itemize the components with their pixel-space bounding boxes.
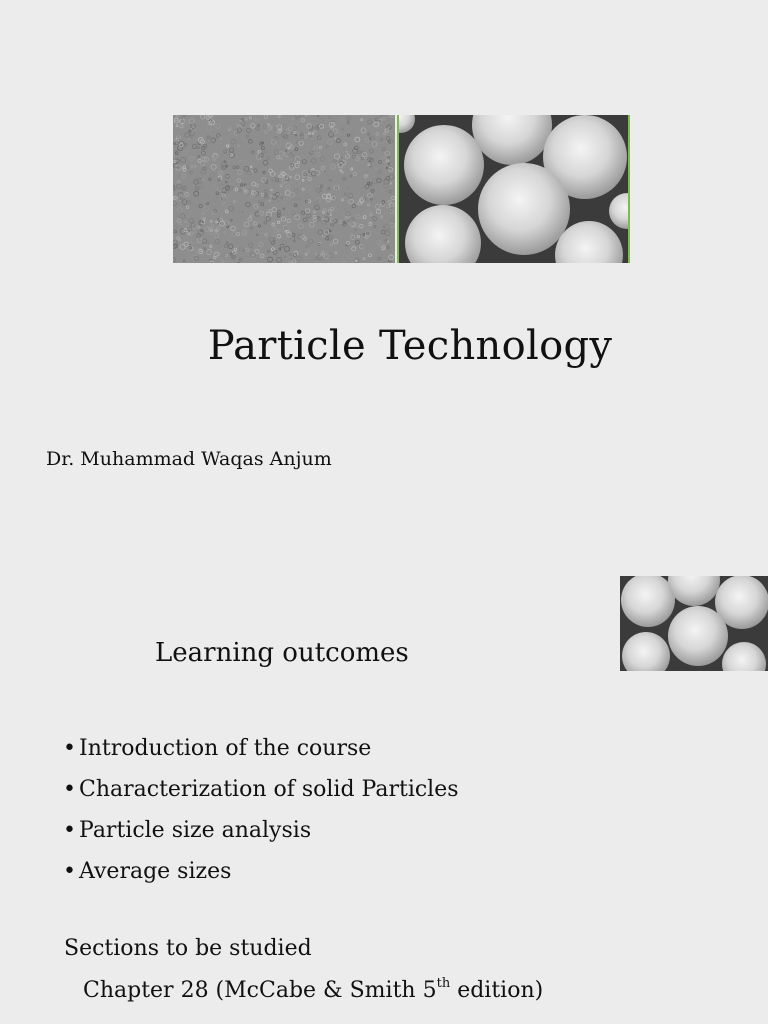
list-item — [63, 815, 459, 856]
bullet-icon: • — [63, 859, 76, 884]
chapter-reference — [83, 978, 543, 1003]
packed-spheres-thumbnail — [620, 576, 768, 671]
outcome-text: Characterization of solid Particles — [79, 777, 459, 802]
packed-spheres-image — [397, 115, 630, 263]
bullet-icon: • — [63, 736, 76, 761]
outcome-text: Introduction of the course — [79, 736, 372, 761]
outcome-text: Average sizes — [79, 859, 232, 884]
sections-heading: Sections to be studied — [64, 936, 312, 961]
learning-outcomes-heading: Learning outcomes — [155, 638, 409, 668]
list-item — [63, 733, 459, 774]
chapter-superscript: th — [436, 976, 451, 991]
chapter-prefix: Chapter 28 (McCabe & Smith 5 — [83, 978, 437, 1003]
list-item — [63, 856, 459, 897]
author-name: Dr. Muhammad Waqas Anjum — [46, 448, 332, 470]
outcome-text: Particle size analysis — [79, 818, 312, 843]
bullet-icon: • — [63, 818, 76, 843]
particle-micrograph-image — [173, 115, 395, 263]
list-item — [63, 774, 459, 815]
learning-outcomes-list — [63, 733, 459, 897]
bullet-icon: • — [63, 777, 76, 802]
chapter-suffix: edition) — [450, 978, 544, 1003]
slide-title: Particle Technology — [207, 323, 613, 369]
